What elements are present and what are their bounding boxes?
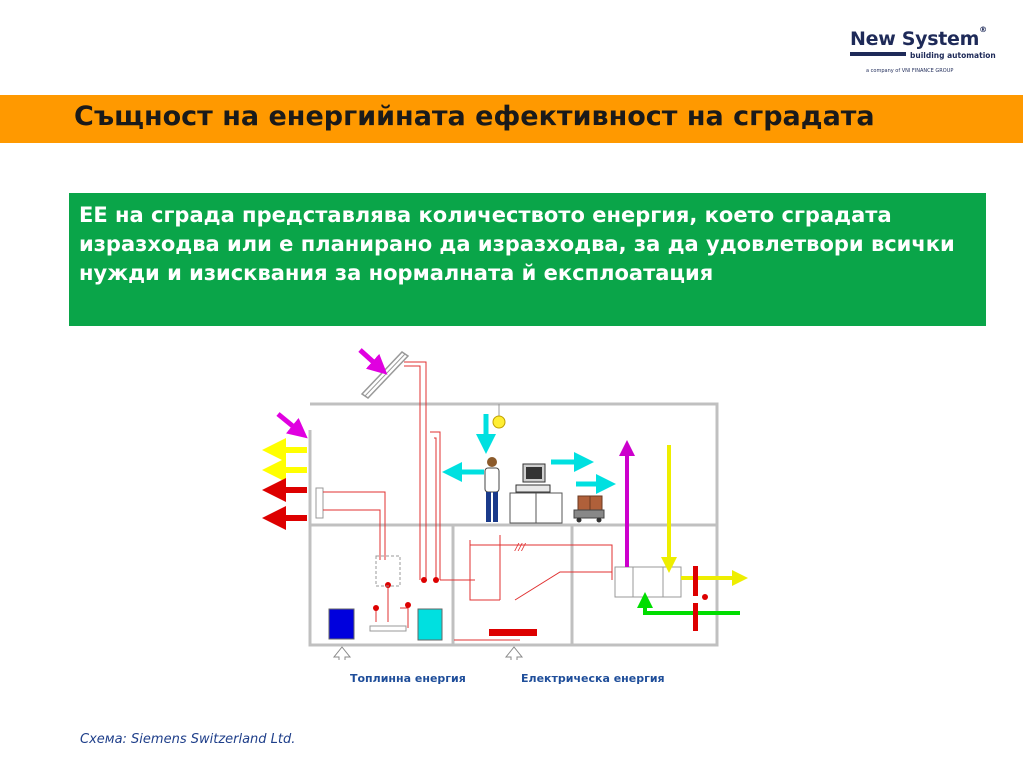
ventilation-unit — [615, 567, 681, 597]
sun-arrow-solar — [360, 350, 380, 368]
water-tank — [418, 609, 442, 640]
intake-air-arrow — [645, 600, 740, 613]
equipment-icon — [574, 496, 604, 523]
computer-icon — [510, 464, 562, 523]
switchboard — [489, 629, 537, 636]
building-outline — [310, 404, 717, 645]
lamp-icon — [493, 404, 505, 428]
electric-energy-label: Електрическа енергия — [521, 672, 665, 685]
heat-exchanger — [376, 556, 400, 586]
person-icon — [485, 457, 499, 522]
source-credit: Схема: Siemens Switzerland Ltd. — [80, 732, 296, 747]
page-title: Същност на енергийната ефективност на сградата — [74, 101, 875, 132]
company-logo — [846, 25, 996, 78]
building-energy-diagram — [262, 340, 752, 660]
definition-text: ЕЕ на сграда представлява количеството енергия, което сградата изразходва или е планирано да изразходва, за да удовлетвори всички нужди и изисквания за нормалната й експлоатация — [79, 203, 955, 285]
boiler-tank — [329, 609, 354, 639]
definition-box — [69, 193, 986, 326]
outdoor-duct — [693, 566, 698, 631]
logo-swoosh — [850, 50, 908, 58]
thermal-energy-label: Топлинна енергия — [350, 672, 466, 685]
logo-company-line: a company of VNI FINANCE GROUP — [866, 68, 954, 74]
pump-stand — [370, 626, 406, 631]
radiator — [316, 488, 323, 518]
logo-brand: New System® — [850, 25, 987, 50]
heat-loss-arrows — [274, 450, 307, 518]
energy-input-arrows — [334, 647, 522, 660]
sun-arrow-window — [278, 414, 300, 432]
switchboard-mark: /// — [515, 542, 526, 553]
logo-tagline: building automation — [910, 51, 996, 60]
